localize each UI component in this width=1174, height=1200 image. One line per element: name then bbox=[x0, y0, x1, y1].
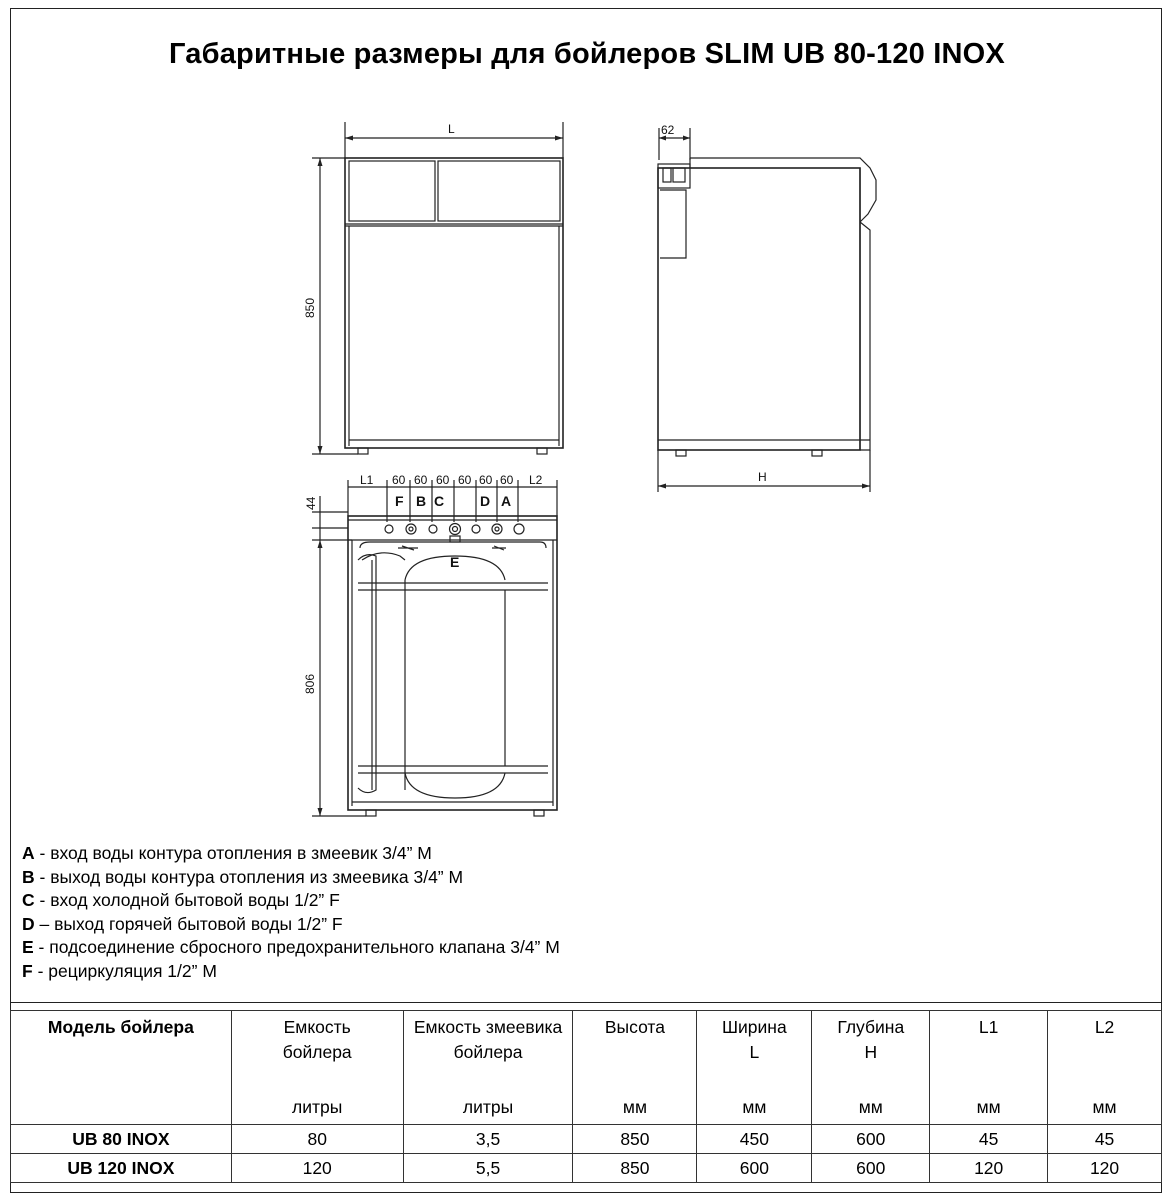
header-l1: L1 мм bbox=[930, 1011, 1048, 1125]
connection-legend bbox=[22, 842, 560, 983]
table-cell: 5,5 bbox=[403, 1154, 573, 1183]
offset-label: 44 bbox=[304, 496, 318, 510]
table-cell: 120 bbox=[1048, 1154, 1162, 1183]
spacing-label-6: 60 bbox=[500, 473, 514, 487]
model-cell: UB 80 INOX bbox=[11, 1125, 232, 1154]
spacing-label-5: 60 bbox=[479, 473, 493, 487]
side-top-label: 62 bbox=[661, 123, 675, 137]
spacing-label-3: 60 bbox=[436, 473, 450, 487]
table-cell: 45 bbox=[1048, 1125, 1162, 1154]
page-title: Габаритные размеры для бойлеров SLIM UB 80-120 INOX bbox=[169, 38, 1005, 70]
table-cell: 850 bbox=[573, 1125, 697, 1154]
side-depth-label: H bbox=[758, 470, 767, 484]
table-cell: 600 bbox=[812, 1154, 930, 1183]
l1-label: L1 bbox=[360, 473, 374, 487]
table-cell: 3,5 bbox=[403, 1125, 573, 1154]
header-coil-capacity: Емкость змеевика бойлера литры bbox=[403, 1011, 573, 1125]
connection-letter-f: F bbox=[395, 493, 404, 509]
table-cell: 850 bbox=[573, 1154, 697, 1183]
legend-item-d: D – выход горячей бытовой воды 1/2” F bbox=[22, 913, 343, 934]
legend-item-a: A - вход воды контура отопления в змеевик 3/4” M bbox=[22, 843, 432, 863]
legend-item-c: C - вход холодной бытовой воды 1/2” F bbox=[22, 890, 340, 910]
table-cell: 600 bbox=[812, 1125, 930, 1154]
connection-letter-c: C bbox=[434, 493, 445, 509]
connection-letter-a: A bbox=[501, 493, 512, 509]
legend-item-f: F - рециркуляция 1/2” M bbox=[22, 960, 217, 981]
header-height: Высота мм bbox=[573, 1011, 697, 1125]
legend-item-b: B - выход воды контура отопления из змеевика 3/4” M bbox=[22, 866, 464, 887]
spacing-label-2: 60 bbox=[414, 473, 428, 487]
connection-letter-d: D bbox=[480, 493, 491, 509]
section-divider bbox=[10, 1002, 1162, 1003]
table-cell: 80 bbox=[231, 1125, 403, 1154]
legend-item-e: E - подсоединение сбросного предохранительного клапана 3/4” M bbox=[22, 937, 560, 957]
table-cell: 450 bbox=[697, 1125, 812, 1154]
table-row bbox=[11, 1125, 1162, 1154]
header-l2: L2 мм bbox=[1048, 1011, 1162, 1125]
l2-label: L2 bbox=[529, 473, 543, 487]
table-cell: 120 bbox=[930, 1154, 1048, 1183]
table-header-row bbox=[11, 1011, 1162, 1125]
side-view bbox=[658, 123, 876, 492]
header-model: Модель бойлера bbox=[11, 1011, 232, 1125]
top-height-label: 806 bbox=[303, 673, 317, 694]
front-view bbox=[303, 122, 563, 454]
top-view bbox=[303, 473, 557, 816]
spacing-label-4: 60 bbox=[458, 473, 472, 487]
spec-table bbox=[10, 1010, 1162, 1183]
spacing-label-1: 60 bbox=[392, 473, 406, 487]
table-row bbox=[11, 1154, 1162, 1183]
front-height-label: 850 bbox=[303, 297, 317, 318]
header-width: Ширина L мм bbox=[697, 1011, 812, 1125]
table-cell: 120 bbox=[231, 1154, 403, 1183]
header-depth: Глубина H мм bbox=[812, 1011, 930, 1125]
e-label: E bbox=[450, 554, 460, 570]
header-capacity: Емкость бойлера литры bbox=[231, 1011, 403, 1125]
front-width-label: L bbox=[448, 122, 455, 136]
model-cell: UB 120 INOX bbox=[11, 1154, 232, 1183]
connection-letter-b: B bbox=[416, 493, 427, 509]
table-cell: 45 bbox=[930, 1125, 1048, 1154]
table-cell: 600 bbox=[697, 1154, 812, 1183]
